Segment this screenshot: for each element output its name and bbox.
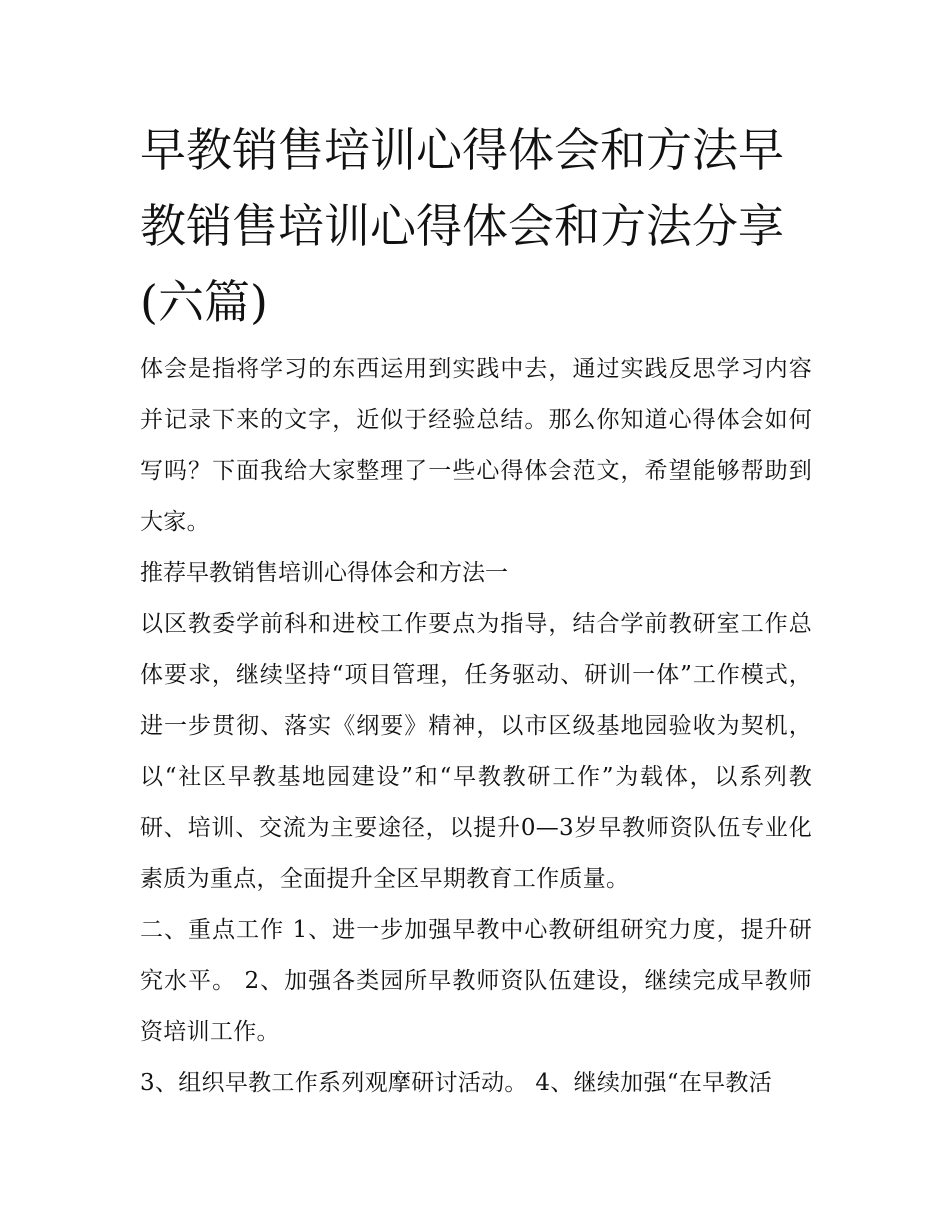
section-heading: 推荐早教销售培训心得体会和方法一 [140,560,508,586]
body-paragraph: 以区教委学前科和进校工作要点为指导，结合学前教研室工作总体要求，继续坚持“项目管理，任务驱动、研训一体”工作模式，进一步贯彻、落实《纲要》精神，以市区级基地园验收为契机，以“社区早教基地园建设”和“早教教研工作”为载体，以系列教研、培训、交流为主要途径，以提升0—3岁早教师资队伍专业化素质为重点，全面提升全区早期教育工作质量。 [140,611,812,892]
document-body [140,112,812,1109]
intro-paragraph: 体会是指将学习的东西运用到实践中去，通过实践反思学习内容并记录下来的文字，近似于经验总结。那么你知道心得体会如何写吗？下面我给大家整理了一些心得体会范文，希望能够帮助到大家。 [140,356,812,535]
activities-paragraph: 3、组织早教工作系列观摩研讨活动。 4、继续加强“在早教活 [140,1070,773,1096]
document-title: 早教销售培训心得体会和方法早教销售培训心得体会和方法分享(六篇) [140,123,784,329]
key-work-paragraph: 二、重点工作 1、进一步加强早教中心教研组研究力度，提升研究水平。 2、加强各类园所早教师资队伍建设，继续完成早教师资培训工作。 [140,917,812,1045]
